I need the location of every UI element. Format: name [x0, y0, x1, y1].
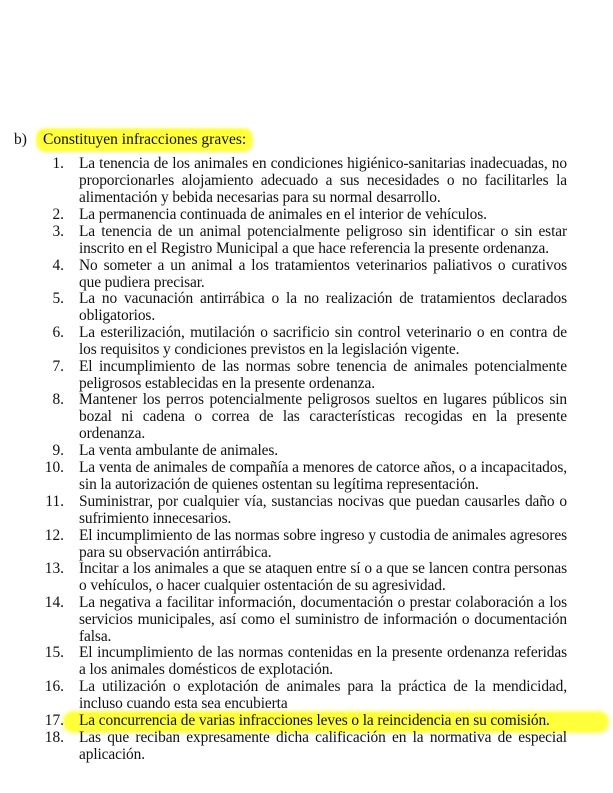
item-number: 16. — [44, 678, 64, 695]
item-text: La venta ambulante de animales. — [79, 442, 279, 459]
item-number: 13. — [44, 560, 64, 577]
item-number: 3. — [52, 223, 64, 240]
item-number: 7. — [52, 358, 64, 375]
item-text: Incitar a los animales a que se ataquen entre sí o a que se lancen contra personas o vehículos, o hacer cualquier ostentación de su agresividad. — [79, 560, 567, 594]
item-text: Mantener los perros potencialmente peligrosos sueltos en lugares públicos sin bozal ni cadena o correa de las características recogidas en la presente ordenanza. — [79, 391, 567, 442]
item-number: 14. — [44, 594, 64, 611]
section-heading — [14, 131, 251, 149]
item-text: La esterilización, mutilación o sacrificio sin control veterinario o en contra de los requisitos y condiciones previstos en la legislación vigente. — [79, 324, 567, 358]
item-text: El incumplimiento de las normas contenidas en la presente ordenanza referidas a los animales domésticos de explotación. — [79, 644, 567, 678]
section-title-highlighted: Constituyen infracciones graves: — [38, 130, 251, 150]
item-text: La tenencia de un animal potencialmente peligroso sin identificar o sin estar inscrito en el Registro Municipal a que hace referencia la presente ordenanza. — [79, 223, 567, 257]
item-text: Suministrar, por cualquier vía, sustancias nocivas que puedan causarles daño o sufrimiento innecesarios. — [79, 493, 567, 527]
item-text: El incumplimiento de las normas sobre tenencia de animales potencialmente peligrosos establecidas en la presente ordenanza. — [79, 358, 567, 392]
item-number: 17. — [44, 712, 64, 729]
item-text: La permanencia continuada de animales en el interior de vehículos. — [79, 206, 487, 223]
item-text: La negativa a facilitar información, documentación o prestar colaboración a los servicios municipales, así como el suministro de información o documentación falsa. — [79, 594, 567, 645]
item-number: 18. — [44, 729, 64, 746]
item-number: 12. — [44, 527, 64, 544]
item-text: La utilización o explotación de animales para la práctica de la mendicidad, incluso cuando esta sea encubierta — [79, 678, 567, 712]
item-number: 11. — [45, 493, 64, 510]
item-text: El incumplimiento de las normas sobre ingreso y custodia de animales agresores para su observación antirrábica. — [79, 527, 567, 561]
item-number: 6. — [52, 324, 64, 341]
item-text: La no vacunación antirrábica o la no realización de tratamientos declarados obligatorios. — [79, 290, 567, 324]
section-letter: b) — [14, 131, 27, 148]
item-text: La venta de animales de compañía a menores de catorce años, o a incapacitados, sin la autorización de quienes ostentan su legítima representación. — [79, 459, 567, 493]
item-text: La tenencia de los animales en condiciones higiénico-sanitarias inadecuadas, no proporcionarles alojamiento adecuado a sus necesidades o no facilitarles la alimentación y bebida necesarias para su normal desarrollo. — [79, 155, 567, 206]
item-text: Las que reciban expresamente dicha calificación en la normativa de especial aplicación. — [79, 729, 567, 763]
item-number: 8. — [52, 391, 64, 408]
item-number: 2. — [52, 206, 64, 223]
item-number: 4. — [52, 257, 64, 274]
item-text: No someter a un animal a los tratamientos veterinarios paliativos o curativos que pudiera precisar. — [79, 257, 567, 291]
item-number: 9. — [52, 442, 64, 459]
item-number: 15. — [44, 644, 64, 661]
item-number: 1. — [52, 155, 64, 172]
item-number: 10. — [44, 459, 64, 476]
item-number: 5. — [52, 290, 64, 307]
item-text: La concurrencia de varias infracciones leves o la reincidencia en su comisión. — [79, 712, 550, 729]
